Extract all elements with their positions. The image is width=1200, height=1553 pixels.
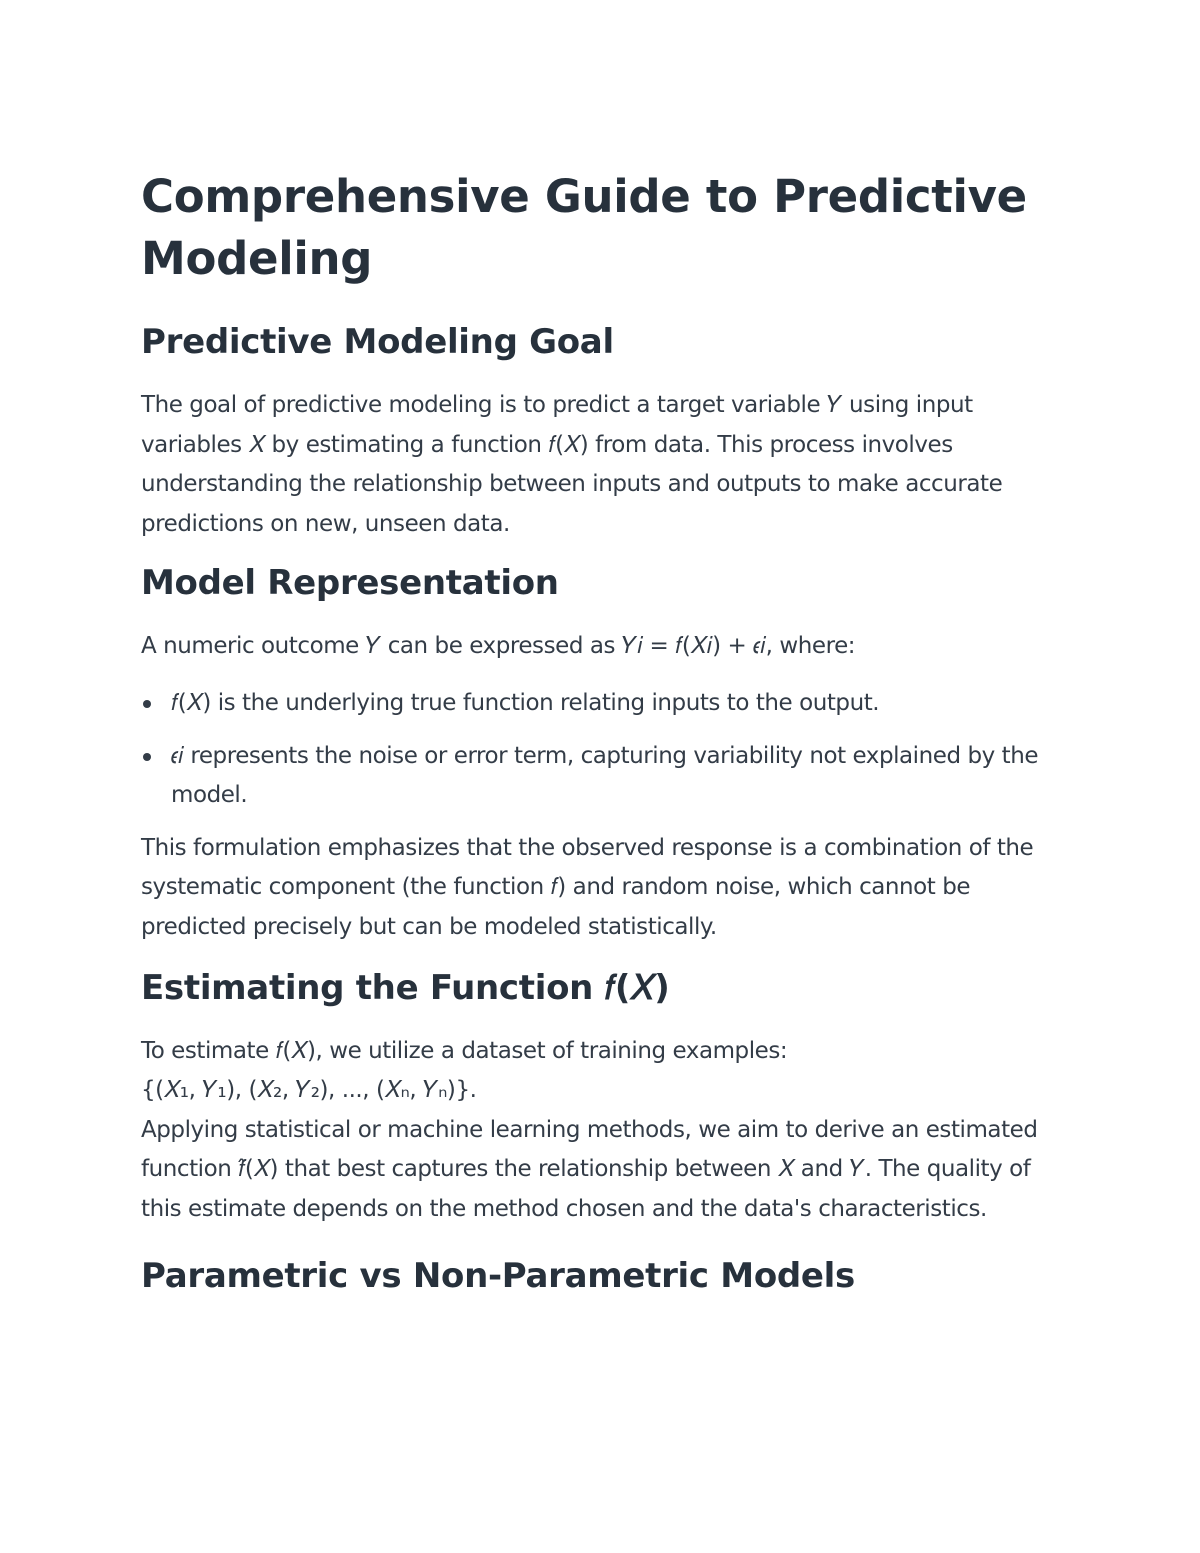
section-parametric-vs-nonparametric <box>141 1254 1061 1298</box>
page-title: Comprehensive Guide to Predictive Modeling <box>141 170 1027 285</box>
section-heading: Estimating the Function 𝑓(𝑋) <box>141 967 670 1008</box>
paragraph-line: Applying statistical or machine learning methods, we aim to derive an estimated function 𝑓̂(𝑋) that best captures the relationship between 𝑋 and 𝑌. The quality of this estimate depends on the method chosen and the data's characteristics. <box>141 1116 1038 1222</box>
section-model-representation <box>141 561 1061 947</box>
section-estimating-function <box>141 966 1061 1230</box>
list-item <box>141 737 1061 816</box>
list-item-text: 𝜖𝑖 represents the noise or error term, capturing variability not explained by the model. <box>171 742 1039 809</box>
section-paragraph <box>141 1032 1061 1230</box>
bullet-icon <box>143 753 151 761</box>
section-heading: Parametric vs Non-Parametric Models <box>141 1255 855 1296</box>
list-item-text: 𝑓(𝑋) is the underlying true function relating inputs to the output. <box>171 689 880 716</box>
paragraph-line: To estimate 𝑓(𝑋), we utilize a dataset of training examples: <box>141 1037 788 1064</box>
bullet-list <box>141 684 1061 816</box>
section-intro: A numeric outcome 𝑌 can be expressed as 𝑌𝑖 = 𝑓(𝑋𝑖) + 𝜖𝑖, where: <box>141 633 856 660</box>
section-predictive-modeling-goal <box>141 320 1061 544</box>
section-heading: Model Representation <box>141 563 559 604</box>
section-paragraph: The goal of predictive modeling is to predict a target variable 𝑌 using input variables 𝑋 by estimating a function 𝑓(𝑋) from data. This process involves understanding the relationship between inputs and outputs to make accurate predictions on new, unseen data. <box>141 392 1003 537</box>
list-item <box>141 684 1061 724</box>
bullet-icon <box>143 700 151 708</box>
training-set-formula: {(𝑋₁, 𝑌₁), (𝑋₂, 𝑌₂), ..., (𝑋ₙ, 𝑌ₙ)}. <box>141 1077 477 1104</box>
section-heading: Predictive Modeling Goal <box>141 322 614 362</box>
section-paragraph: This formulation emphasizes that the observed response is a combination of the systematic component (the function 𝑓) and random noise, which cannot be predicted precisely but can be modeled statistically. <box>141 834 1034 940</box>
document-page <box>141 166 1061 1320</box>
